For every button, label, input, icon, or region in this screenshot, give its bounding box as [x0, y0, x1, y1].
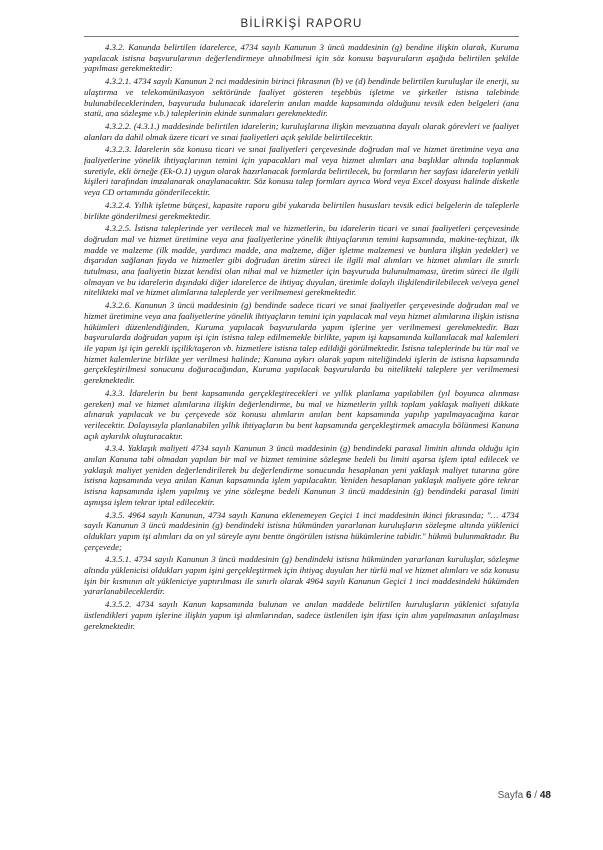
total-pages: 48	[539, 790, 551, 801]
page-label: Sayfa	[497, 790, 524, 801]
paragraph-4-3-2-2: 4.3.2.2. (4.3.1.) maddesinde belirtilen idarelerin; kuruluşlarına ilişkin mevzuatına dayalı olarak görevleri ve faaliyet alanları da dahil olmak üzere ticari ve sınai faaliyetleri açık şekilde belirtilecektir.	[84, 120, 519, 142]
paragraph-4-3-2-6: 4.3.2.6. Kanunun 3 üncü maddesinin (g) bendinde sadece ticari ve sınai faaliyetler çerçevesinde doğrudan mal ve hizmet üretimine veya ana faaliyetlerine yönelik ihtiyaçların temini için yapılacak mal veya hizmet alımlarına ilişkin istisna hükümleri düzenlendiğinden, Kuruma yapılacak başvurularda yapım işlerine yer verilmemesi gerekmektedir. Bazı başvurularda doğrudan yapım işi için istisna talep edilmemekle birlikte, yapım işi kapsamında kullanılacak mal kalemleri ile yapım işi için gerekli işçilik/taşeron vb. hizmetlere istisna talep edildiği görülmektedir. İstisna taleplerinde bu tür mal ve hizmet kalemlerine birlikte yer verilmesi halinde; Kanuna aykırı olarak yapım niteliğindeki işlerin de istisna kapsamında gerçekleştirilmesi sonucunu doğuracağından, Kuruma yapılacak başvurularda bu nitelikteki taleplere yer verilmemesi gerekmektedir.	[84, 300, 519, 386]
paragraph-4-3-2-4: 4.3.2.4. Yıllık işletme bütçesi, kapasite raporu gibi yukarıda belirtilen hususları tevsik edici belgelerin de taleplerle birlikte gönderilmesi gerekmektedir.	[84, 199, 519, 221]
paragraph-4-3-3: 4.3.3. İdarelerin bu bent kapsamında gerçekleştirecekleri ve yıllık planlama yapılabilen (yıl boyunca alınması gereken) mal ve hizmet alımlarına ilişkin değerlendirme, bu mal ve hizmetlerin yıllık toplam yaklaşık maliyeti dikkate alınarak yapılacak ve bu çerçevede söz konusu alımların anılan bent kapsamında yapılıp yapılmayacağına karar verilecektir. Dolayısıyla planlanabilen yıllık ihtiyaçların bu bent kapsamında gerçekleştirmek amacıyla bölünmesi Kanuna açık aykırılık oluşturacaktır.	[84, 387, 519, 441]
page-separator: /	[531, 790, 540, 801]
paragraph-4-3-2-5: 4.3.2.5. İstisna taleplerinde yer verilecek mal ve hizmetlerin, bu idarelerin ticari ve sınai faaliyetleri çerçevesinde doğrudan mal ve hizmet üretimine veya ana faaliyetlerine yönelik ihtiyaçlarının temini kapsamında, makine-teçhizat, ilk madde ve malzeme (ilk madde, yardımcı madde, ana malzeme, diğer işletme malzemesi ve bunlara ilişkin yedekler) ve dışarıdan sağlanan fayda ve hizmetler gibi doğrudan üretim süreci ile ilgili mal alımları ve hizmet alımları ile sınırlı tutulması, ana faaliyetin bizzat kendisi olan nihai mal ve hizmetler için başvuruda bulunulmaması, üretim süreci ile ilgili olmayan ve bu idarelerin dışındaki diğer idarelerce de ihtiyaç duyulan, üretimle dolaylı ilişkilendirilebilecek ve/veya genel nitelikteki mal ve hizmet alımlarına taleplerde yer verilmemesi gerekmektedir.	[84, 223, 519, 298]
paragraph-4-3-5: 4.3.5. 4964 sayılı Kanunun, 4734 sayılı Kanuna eklenemeyen Geçici 1 inci maddesinin ikinci fıkrasında; "… 4734 sayılı Kanunun 3 üncü maddesinin (g) bendindeki istisna hükmünden yararlanan kuruluşların sözleşme altında yüklenici oldukları yapım işi alımları da on yıl süreyle aynı bentte öngörülen istisna hükümlerine tabidir." hükmü bulunmaktadır. Bu çerçevede;	[84, 509, 519, 552]
paragraph-4-3-2: 4.3.2. Kanunda belirtilen idarelerce, 4734 sayılı Kanunun 3 üncü maddesinin (g) bendine ilişkin olarak, Kuruma yapılacak istisna başvurularının değerlendirmeye alınabilmesi için söz konusu başvuruların aşağıda belirtilen şekilde yapılması gerekmektedir:	[84, 42, 519, 74]
header-divider	[84, 36, 519, 37]
page-number	[498, 790, 551, 801]
current-page: 6	[525, 790, 532, 801]
paragraph-4-3-2-3: 4.3.2.3. İdarelerin söz konusu ticari ve sınai faaliyetleri çerçevesinde doğrudan mal ve hizmet üretimine veya ana faaliyetlerine yönelik ihtiyaçlarının temini için yapacakları mal veya hizmet alımları ana başlıklar altında toplanmak suretiyle, ekli örneğe (Ek-O.1) uygun olarak hazırlanacak formlarda belirtilecek, bu formların her sayfası idarelerin yetkili kişileri tarafından imzalanarak onaylanacaktır. Söz konusu talep formları ayrıca Word veya Excel dosyası halinde disketle veya CD ortamında gönderilecektir.	[84, 144, 519, 198]
page-header-title: BİLİRKİŞİ RAPORU	[240, 18, 363, 30]
paragraph-4-3-5-2: 4.3.5.2. 4734 sayılı Kanun kapsamında bulunan ve anılan maddede belirtilen kuruluşların yüklenici sıfatıyla üstlendikleri yapım işlerine ilişkin yapım işi alımlarından, sadece üstlenilen işin ifası için alım yapılmasının anlaşılması gerekmektedir.	[84, 599, 519, 631]
paragraph-4-3-2-1: 4.3.2.1. 4734 sayılı Kanunun 2 nci maddesinin birinci fıkrasının (b) ve (d) bendinde belirtilen kuruluşlar ile enerji, su ulaştırma ve telekomünikasyon sektöründe faaliyet gösteren teşebbüs işletme ve şirketler istisna talebinde bulunabileceklerinden, başvuruda bulunacak idarelerin anılan madde kapsamında olduğunu tevsik eden belgeleri (ana statü, ana sözleşme v.b.) taleplerinin ekinde sunmaları gerekmektedir.	[84, 76, 519, 119]
document-body	[84, 42, 519, 633]
paragraph-4-3-4: 4.3.4. Yaklaşık maliyeti 4734 sayılı Kanunun 3 üncü maddesinin (g) bendindeki parasal limitin altında olduğu için anılan Kanuna tabi olmadan yapılan bir mal ve hizmet teminine sözleşme bedeli bu limiti aşarsa işlem iptal edilecek ve yaklaşık maliyet yeniden değerlendirilerek bu değerlendirme sonucunda hesaplanan yeni yaklaşık maliyet tutarına göre istisna kapsamında veya anılan Kanun kapsamında işlem yapılacaktır. Yeniden hesaplanan yaklaşık maliyete göre tekrar istisna kapsamında işlem yapılmış ve yine sözleşme bedeli Kanunun 3 üncü maddesinin (g) bendindeki parasal limiti aşmışsa işlem tekrar iptal edilecektir.	[84, 443, 519, 507]
paragraph-4-3-5-1: 4.3.5.1. 4734 sayılı Kanunun 3 üncü maddesinin (g) bendindeki istisna hükmünden yararlanan kuruluşlar, sözleşme altında yüklenicisi oldukları yapım işini gerçekleştirmek için ihtiyaç duyulan her türlü mal ve hizmet alımları ve söz konusu işin bir kısmının alt yükleniciye yaptırılması ile sınırlı olarak 4964 sayılı Kanunun Geçici 1 inci maddesindeki hükümden yararlanabileceklerdir.	[84, 554, 519, 597]
